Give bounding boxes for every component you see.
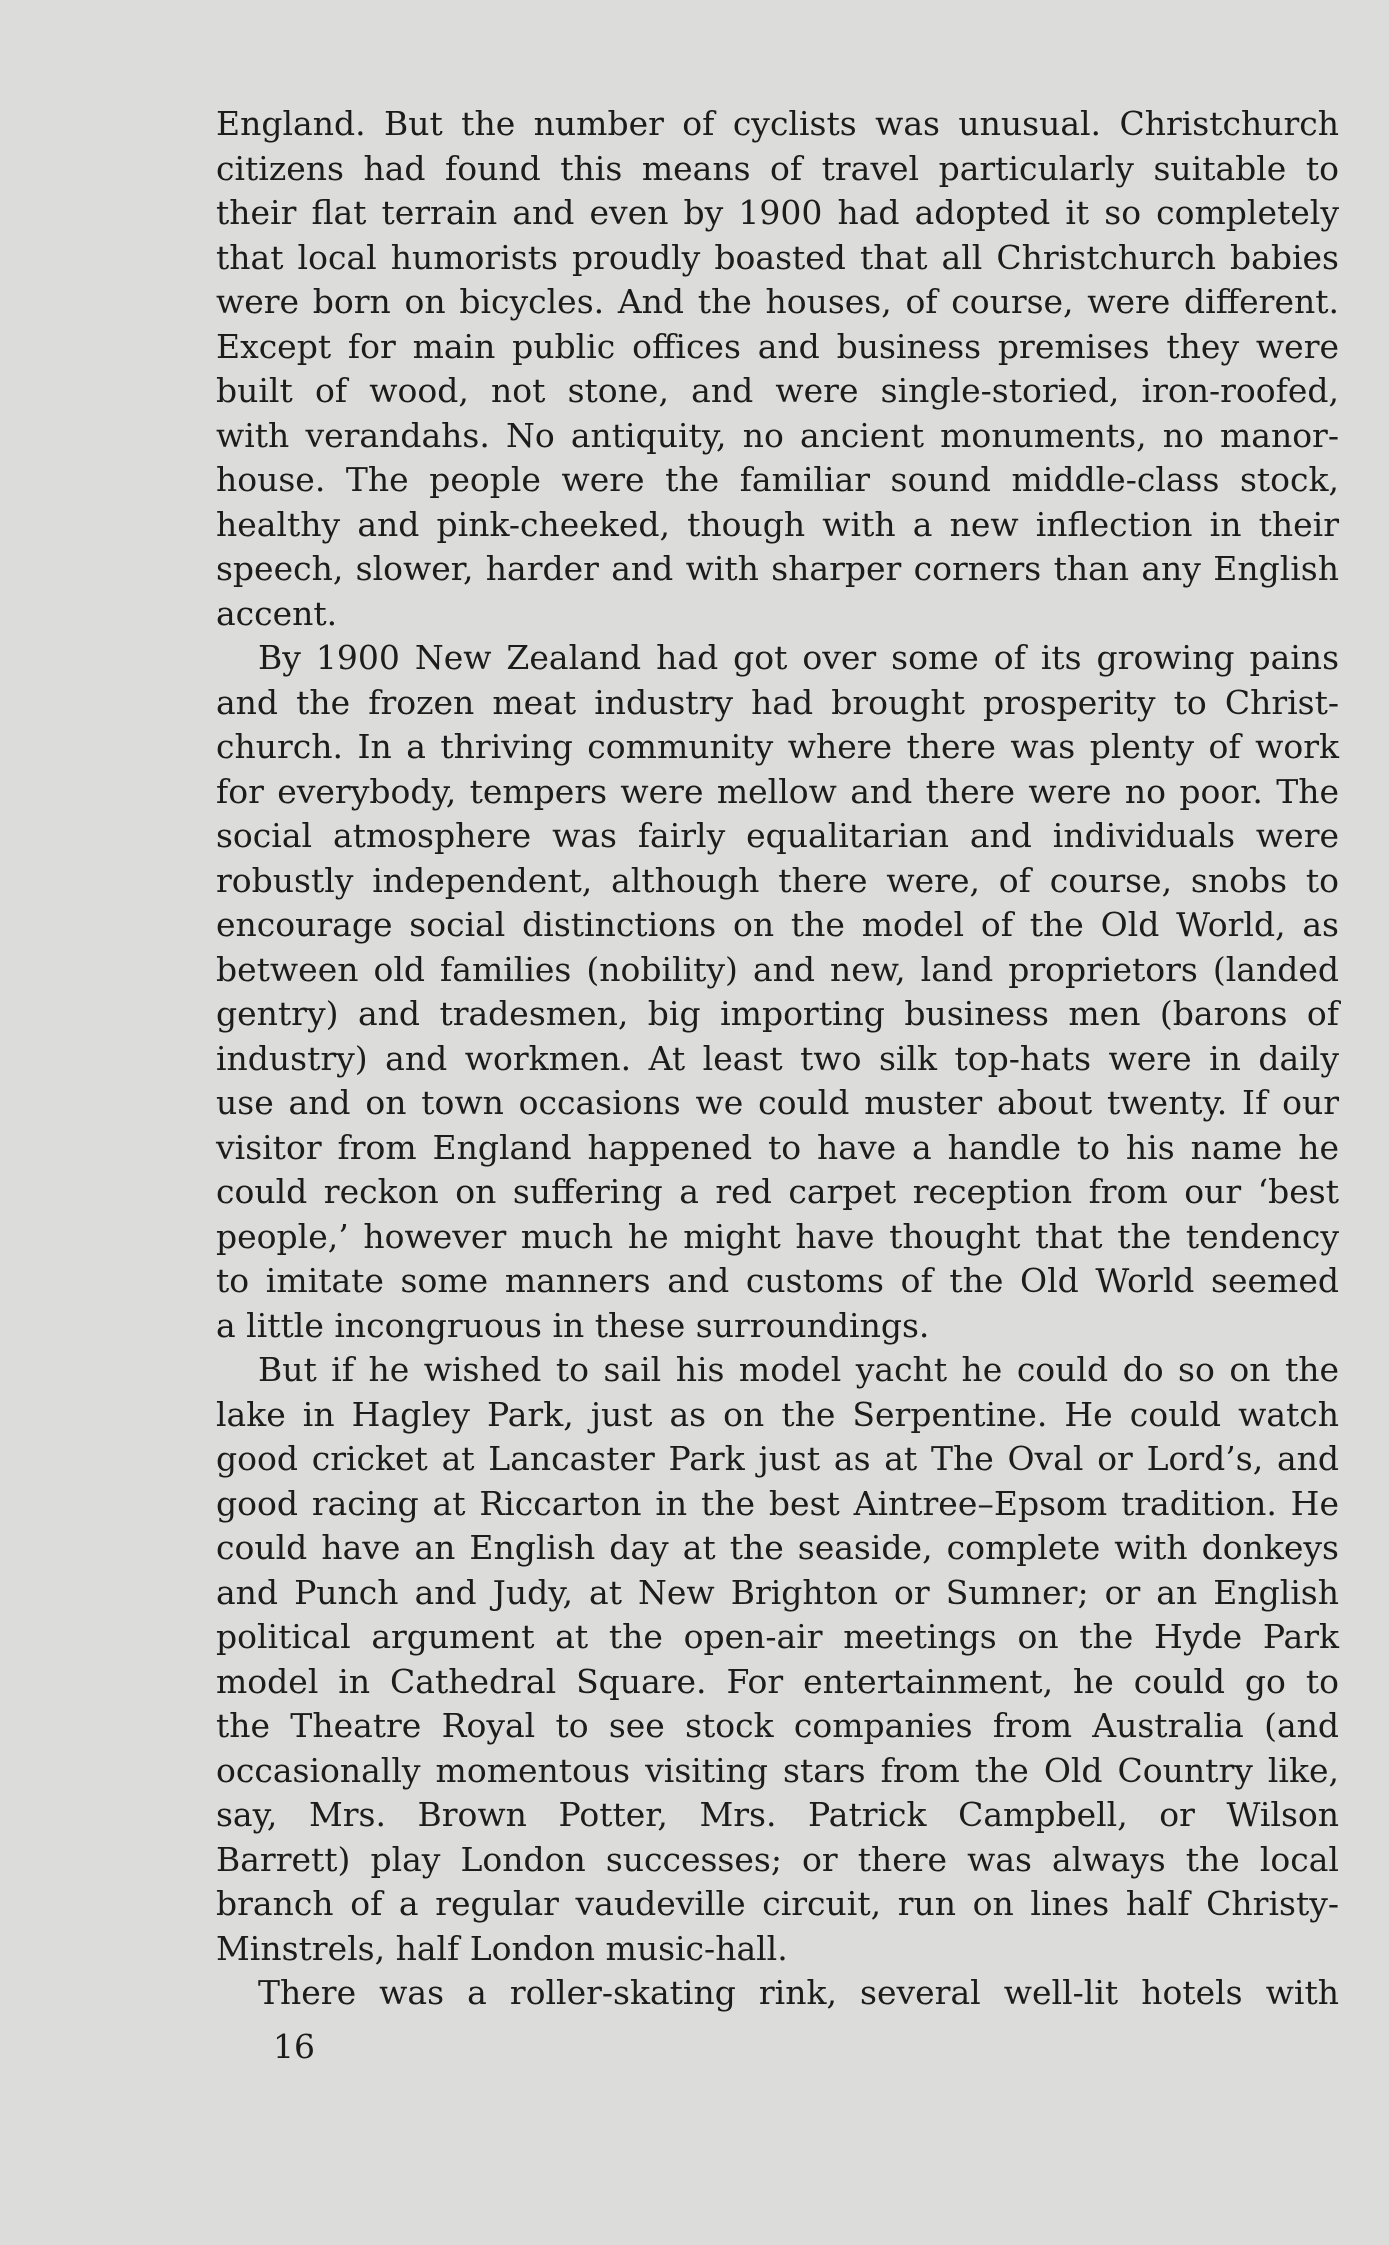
text-line: a little incongruous in these surroundings. xyxy=(216,1306,930,1345)
text-line: that local humorists proudly boasted that all Christchurch babies xyxy=(216,238,1339,277)
text-line: were born on bicycles. And the houses, of course, were different. xyxy=(216,282,1339,321)
text-line: use and on town occasions we could muster about twenty. If our xyxy=(216,1083,1339,1122)
text-line: By 1900 New Zealand had got over some of its growing pains xyxy=(258,638,1339,677)
text-line: But if he wished to sail his model yacht he could do so on the xyxy=(258,1350,1339,1389)
text-line: between old families (nobility) and new, land proprietors (landed xyxy=(216,950,1339,989)
text-line: with verandahs. No antiquity, no ancient monuments, no manor- xyxy=(216,416,1339,455)
text-line: good cricket at Lancaster Park just as at The Oval or Lord’s, and xyxy=(216,1439,1339,1478)
text-line: accent. xyxy=(216,594,338,633)
text-line: for everybody, tempers were mellow and there were no poor. The xyxy=(216,772,1339,811)
text-line: industry) and workmen. At least two silk top-hats were in daily xyxy=(216,1039,1339,1078)
text-line: house. The people were the familiar sound middle-class stock, xyxy=(216,460,1339,499)
text-line: their flat terrain and even by 1900 had adopted it so completely xyxy=(216,193,1339,232)
text-line: political argument at the open-air meetings on the Hyde Park xyxy=(216,1617,1339,1656)
text-line: occasionally momentous visiting stars from the Old Country like, xyxy=(216,1751,1339,1790)
text-line: healthy and pink-cheeked, though with a new inflection in their xyxy=(216,505,1339,544)
text-line: branch of a regular vaudeville circuit, run on lines half Christy- xyxy=(216,1884,1339,1923)
text-line: Except for main public offices and business premises they were xyxy=(216,327,1339,366)
text-line: good racing at Riccarton in the best Aintree–Epsom tradition. He xyxy=(216,1484,1339,1523)
text-line: speech, slower, harder and with sharper corners than any English xyxy=(216,549,1339,588)
text-line: built of wood, not stone, and were single-storied, iron-roofed, xyxy=(216,371,1339,410)
text-line: the Theatre Royal to see stock companies from Australia (and xyxy=(216,1706,1339,1745)
text-line: encourage social distinctions on the model of the Old World, as xyxy=(216,905,1339,944)
text-line: church. In a thriving community where there was plenty of work xyxy=(216,727,1339,766)
text-line: could have an English day at the seaside, complete with donkeys xyxy=(216,1528,1339,1567)
text-line: could reckon on suffering a red carpet reception from our ‘best xyxy=(216,1172,1339,1211)
text-line: and the frozen meat industry had brought prosperity to Christ- xyxy=(216,683,1339,722)
text-line: gentry) and tradesmen, big importing business men (barons of xyxy=(216,994,1339,1033)
text-line: say, Mrs. Brown Potter, Mrs. Patrick Campbell, or Wilson xyxy=(216,1795,1339,1834)
text-line: There was a roller-skating rink, several well-lit hotels with xyxy=(258,1973,1339,2012)
text-line: Minstrels, half London music-hall. xyxy=(216,1929,788,1968)
text-line: England. But the number of cyclists was unusual. Christchurch xyxy=(216,104,1339,143)
text-line: Barrett) play London successes; or there was always the local xyxy=(216,1840,1339,1879)
page-number: 16 xyxy=(273,2027,315,2066)
text-line: model in Cathedral Square. For entertainment, he could go to xyxy=(216,1662,1339,1701)
text-line: social atmosphere was fairly equalitarian and individuals were xyxy=(216,816,1339,855)
text-line: robustly independent, although there were, of course, snobs to xyxy=(216,861,1339,900)
text-line: citizens had found this means of travel particularly suitable to xyxy=(216,149,1339,188)
text-line: people,’ however much he might have thought that the tendency xyxy=(216,1217,1339,1256)
text-line: lake in Hagley Park, just as on the Serpentine. He could watch xyxy=(216,1395,1339,1434)
text-line: visitor from England happened to have a handle to his name he xyxy=(216,1128,1339,1167)
text-line: and Punch and Judy, at New Brighton or Sumner; or an English xyxy=(216,1573,1339,1612)
text-line: to imitate some manners and customs of the Old World seemed xyxy=(216,1261,1339,1300)
